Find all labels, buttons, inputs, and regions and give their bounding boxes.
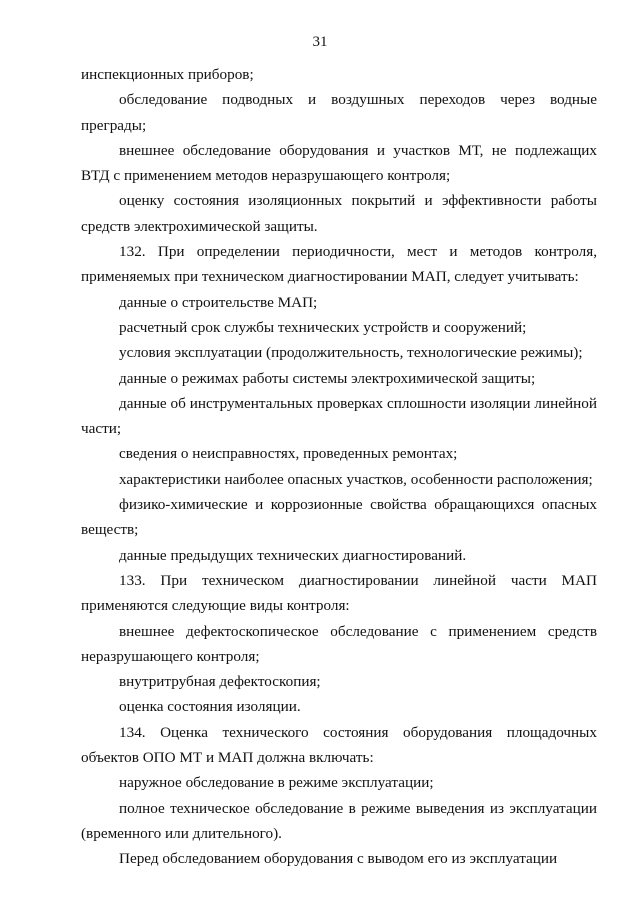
paragraph-132: 132. При определении периодичности, мест и методов контроля, применяемых при техническом диагностировании МАП, следует учитывать: — [81, 243, 597, 286]
paragraph: наружное обследование в режиме эксплуатации; — [119, 774, 434, 792]
paragraph: характеристики наиболее опасных участков, особенности расположения; — [119, 470, 593, 488]
paragraph: условия эксплуатации (продолжительность, технологические режимы); — [119, 344, 583, 362]
paragraph: данные о строительстве МАП; — [119, 293, 318, 311]
paragraph: обследование подводных и воздушных переходов через водные преграды; — [81, 91, 597, 134]
paragraph: Перед обследованием оборудования с выводом его из эксплуатации — [119, 850, 558, 868]
paragraph: внутритрубная дефектоскопия; — [119, 673, 321, 691]
page-number: 31 — [312, 34, 328, 50]
paragraph: сведения о неисправностях, проведенных ремонтах; — [119, 445, 458, 463]
paragraph-134: 134. Оценка технического состояния оборудования площадочных объектов ОПО МТ и МАП должна включать: — [81, 723, 597, 767]
paragraph-133: 133. При техническом диагностировании линейной части МАП применяются следующие виды контроля: — [81, 571, 597, 615]
paragraph-continuation: инспекционных приборов; — [81, 66, 254, 83]
paragraph: полное техническое обследование в режиме выведения из эксплуатации (временного или длительного). — [81, 799, 597, 842]
paragraph: внешнее обследование оборудования и участков МТ, не подлежащих ВТД с применением методов неразрушающего контроля; — [81, 141, 597, 185]
paragraph: физико-химические и коррозионные свойства обращающихся опасных веществ; — [81, 496, 597, 539]
document-body — [81, 62, 597, 872]
paragraph: расчетный срок службы технических устройств и сооружений; — [119, 318, 527, 336]
paragraph: оценку состояния изоляционных покрытий и эффективности работы средств электрохимической защиты. — [81, 192, 597, 235]
paragraph: данные предыдущих технических диагностирований. — [119, 546, 467, 564]
paragraph: данные о режимах работы системы электрохимической защиты; — [119, 369, 536, 387]
paragraph: внешнее дефектоскопическое обследование с применением средств неразрушающего контроля; — [81, 622, 597, 665]
paragraph: данные об инструментальных проверках сплошности изоляции линейной части; — [81, 394, 597, 438]
paragraph: оценка состояния изоляции. — [119, 698, 301, 716]
